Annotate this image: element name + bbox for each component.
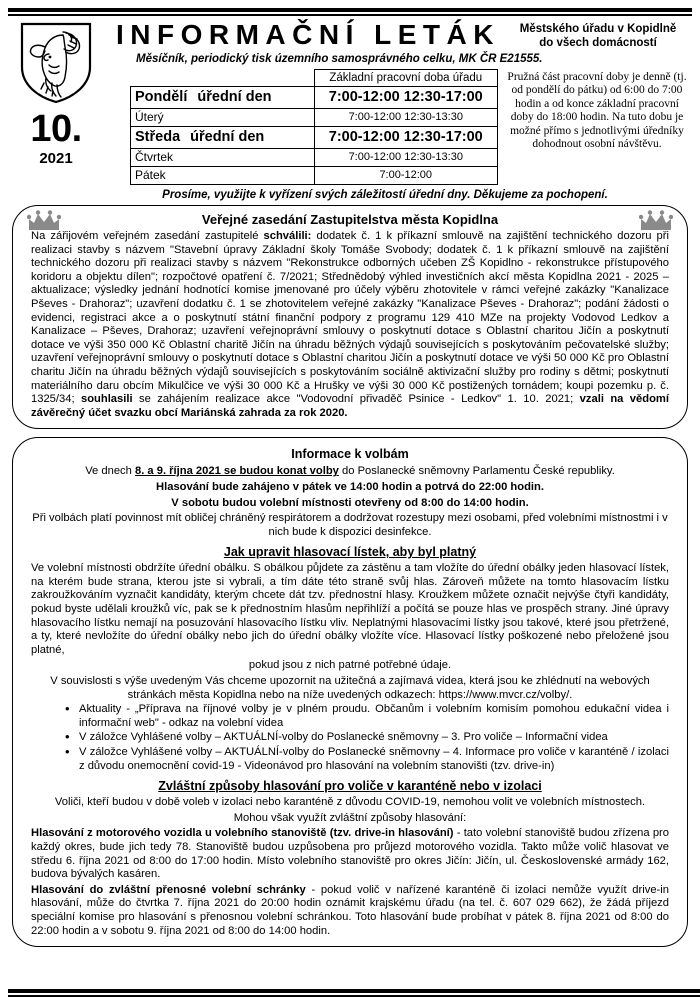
hours-time-cell: 7:00-12:00 12:30-13:30 (314, 149, 498, 167)
special-voting-intro: Voliči, kteří budou v době voleb v izolaci nebo karanténě z důvodu COVID-19, nemohou volit ve volebních místnostech. (54, 796, 646, 809)
masthead-strapline: Měsíčník, periodický tisk územního samosprávného celku, MK ČR E21555. (136, 53, 543, 65)
hours-day-cell (131, 87, 315, 109)
hours-day-label: Pondělí (135, 89, 188, 105)
bottom-rule (8, 989, 700, 997)
masthead-title-row (108, 19, 692, 51)
hours-official-label: úřední den (190, 129, 265, 145)
table-row (131, 127, 498, 149)
mobile-ballot-box-paragraph (31, 884, 669, 938)
hours-time-cell: 7:00-12:00 12:30-13:30 (314, 109, 498, 127)
hours-day-label: Středa (135, 129, 181, 145)
hours-time-cell: 7:00-12:00 12:30-17:00 (314, 87, 498, 109)
goat-head-shield-coat-of-arms-icon (19, 21, 93, 105)
office-hours-table (130, 69, 498, 185)
table-row (131, 109, 498, 127)
ballot-section-heading: Jak upravit hlasovací lístek, aby byl platný (223, 545, 477, 560)
hours-day-label: Pátek (135, 168, 166, 182)
hours-day-cell (131, 149, 315, 167)
elections-dates-highlight: 8. a 9. října 2021 se budou konat volby (134, 465, 339, 478)
hours-official-label: úřední den (197, 89, 272, 105)
masthead-main (104, 19, 692, 185)
elections-videos-note: V souvislosti s výše uvedeným Vás chceme upozornit na užitečná a zajímavá videa, která jsou ke zhlédnutí na webových stránkách města Kopidlna nebo na níže uvedených odkazech: https://www.mvcr.cz/volby/. (50, 675, 650, 701)
drive-in-label: Hlasování z motorového vozidla u volebního stanoviště (tzv. drive-in hlasování) (31, 827, 454, 840)
table-row (131, 87, 498, 109)
list-item: • Aktuality - „Příprava na říjnové volby je v plném proudu. Občanům i volebním komisím pomohou edukační videa i informační web" - odkaz na volební videa (65, 703, 669, 730)
masthead (8, 16, 692, 185)
council-body (31, 230, 669, 420)
hours-time-cell: 7:00-12:00 (314, 167, 498, 185)
hours-time-cell: 7:00-12:00 12:30-17:00 (314, 127, 498, 149)
ballot-instructions: Ve volební místnosti obdržíte úřední obálku. S obálkou půjdete za zástěnu a tam vložíte do úřední obálky jeden hlasovací lístek, na kterém bude strana, kterou jste si vybrali, a tím dáte této straně svůj hlas. Zároveň můžete na tomto hlasovacím lístku zakroužkováním vyznačit kandidáty, kterým chcete dát tzv. přednostní hlasy. Kroužkem můžete označit nejvýše čtyři kandidáty, pokud byste udělali kroužků víc, pak se k přednostním hlasům nepřihlíží a počítá se pouze hlas ve prospěch strany. Jiné úpravy hlasovacího lístku nemají na posuzování hlasovacího lístku vliv. Neplatnými hlasovacími lístky jsou takové, které jsou přetržené, a ty, které nevložíte do úřední obálky nebo jich do úřední obálky vložíte více. Hlasovací lístky poškozené nebo přeložené jsou platné, (31, 562, 669, 656)
special-voting-heading: Zvláštní způsoby hlasování pro voliče v karanténě nebo v izolaci (158, 779, 542, 794)
masthead-footer-note: Prosíme, využijte k vyřízení svých záležitostí úřední dny. Děkujeme za pochopení. (162, 189, 608, 201)
hours-day-cell (131, 167, 315, 185)
elections-info-box (12, 437, 688, 947)
office-hours-table-wrap (108, 69, 498, 185)
hours-header-spacer (131, 70, 315, 87)
council-box-title: Veřejné zasedání Zastupitelstva města Kopidlna (201, 212, 499, 227)
table-row-header (131, 70, 498, 87)
council-noted-text: závěrečný účet svazku obcí Mariánská zahrada za rok 2020. (31, 406, 348, 419)
hours-day-label: Úterý (135, 110, 164, 124)
elections-friday-hours: Hlasování bude zahájeno v pátek ve 14:00 hodin a potrvá do 22:00 hodin. (156, 480, 544, 493)
elections-dates-post: do Poslanecké sněmovny Parlamentu České republiky. (338, 465, 615, 478)
list-item: • V záložce Vyhlášené volby – AKTUÁLNÍ-volby do Poslanecké sněmovny – 4. Informace pro voliče v karanténě / izolaci z důvodu onemocnění covid-19 - Videonávod pro hlasování na volebním stanovišti (tzv. drive-in) (65, 746, 669, 773)
elections-dates-line (31, 465, 669, 479)
elections-dates-pre: Ve dnech (85, 465, 135, 478)
elections-box-title: Informace k volbám (291, 447, 409, 462)
masthead-lower (108, 69, 692, 185)
special-voting-subintro: Mohou však využít zvláštní způsoby hlasování: (233, 811, 467, 824)
page-title: INFORMAČNÍ LETÁK (116, 19, 500, 50)
crown-icon (639, 210, 673, 232)
drive-in-text: - tato volební stanoviště budou zřízena pro každý okres, bude jich tedy 78. Stanoviště budou uzpůsobena pro průjezd motorového vozidla. Takto může volič hlasovat ve středu 6. října 2021 od 8:00 do 17:00 hodin. Místo volebního stanoviště pro okres Jičín: Jičín, ul. Československé armády 162, budova bývalých kasáren. (31, 827, 669, 881)
elections-saturday-hours: V sobotu budou volební místnosti otevřeny od 8:00 do 14:00 hodin. (171, 496, 529, 509)
hours-day-cell (131, 109, 315, 127)
issue-number: 10. (30, 108, 82, 150)
table-row (131, 149, 498, 167)
masthead-subtitle-line1: Městského úřadu v Kopidlně (519, 23, 677, 35)
council-meeting-box (12, 205, 688, 429)
drive-in-voting-paragraph (31, 827, 669, 881)
council-agreed-text: se zahájením realizace akce "Vodovodní přivaděč Psinice - Ledkov" 1. 10. 2021; (132, 393, 574, 406)
table-row (131, 167, 498, 185)
elections-video-links-list (31, 703, 669, 773)
hours-header-label: Základní pracovní doba úřadu (314, 70, 498, 87)
council-keyword-approved: schválili: (263, 230, 312, 242)
mobile-ballot-box-label: Hlasování do zvláštní přenosné volební schránky (31, 883, 306, 896)
issue-year: 2021 (39, 150, 73, 167)
crest-column (8, 19, 104, 185)
top-rule (8, 0, 692, 16)
masthead-subtitle-line2: do všech domácností (539, 37, 657, 49)
ballot-instructions-tail: pokud jsou z nich patrné potřebné údaje. (248, 659, 452, 672)
masthead-subtitle (504, 19, 692, 50)
elections-covid-rules: Při volbách platí povinnost mít obličej chráněný respirátorem a dodržovat rozestupy mezi osobami, před volebními místnostmi i v nich bude k dispozici desinfekce. (32, 512, 668, 538)
crown-icon (27, 210, 61, 232)
council-keyword-noted: vzali na vědomí (579, 393, 669, 406)
council-intro: Na zářijovém veřejném zasedání zastupitelé (31, 230, 264, 242)
hours-day-cell (131, 127, 315, 149)
hours-day-label: Čtvrtek (135, 150, 174, 164)
council-keyword-agreed: souhlasili (80, 393, 133, 406)
flexible-hours-note: Pružná část pracovní doby je denně (tj. od pondělí do pátku) od 6:00 do 7:00 hodin a od konce základní pracovní doby do 18:00 hodin. Na tuto dobu je možné přímo s jednotlivými úředníky dohodnout osobní návštěvu. (507, 71, 687, 151)
mobile-ballot-box-text: - pokud volič v nařízené karanténě či izolaci nemůže využít drive-in hlasování, může do čtvrtka 7. října 2021 do 20:00 hodin oznámit krajskému úřadu (na tel. č. 607 029 662), že žádá příjezd speciální komise pro hlasování s přenosnou volební schránkou. Toto hlasování bude probíhat v pátek 8. října 2021 od 8:00 do 22:00 hodin a v sobotu 9. října 2021 od 8:00 do 14:00 hodin. (31, 883, 669, 937)
council-main-text: dodatek č. 1 k příkazní smlouvě na zajištění technického dozoru při realizaci stavby s názvem "Stavební úpravy Základní školy Tomáše Svobody; dodatek č. 1 k příkazní smlouvě na zajištění technického dozoru při realizaci stavby s názvem "Rekonstrukce odborných učeben ZŠ Kopidlno - rekonstrukce přístupového koridoru a objektu dílen"; rozpočtové opatření č. 7/2021; Střednědobý výhled investičních akcí města Kopidlna 2021 - 2025 – aktualizace; výsledky jednání hodnotící komise jmenované pro účely výběru zhotovitele v rámci veřejné zakázky "Kanalizace Pševes - Drahoraz"; uzavření dodatku č. 1 se zhotovitelem veřejné zakázky "Kanalizace Pševes - Drahoraz"; podání žádosti o evidenci, registraci akce a o poskytnutí státní finanční podpory z programu 129 410 MZe na projekty Vodovod Ledkov a Kanalizace – Pševes, Drahoraz; uzavření veřejnoprávní smlouvy o poskytnutí dotace s Oblastní charitou Jičín a poskytnutí dotace ve výši 350 000 Kč Oblastní charitě Jičín na úhradu běžných výdajů souvisejících s poskytováním pečovatelské služby; uzavření veřejnoprávní smlouvy o poskytnutí dotace s Oblastní charitou Jičín a poskytnutí dotace ve výši 50 000 Kč pro Oblastní charitu Jičín na úhradu běžných výdajů souvisejících s poskytováním sociálně aktivizační služby pro rodiny s dětmi; poskytnutí materiálního daru obcím Mikulčice ve výši 30 000 Kč a Hrušky ve výši 30 000 Kč postižených tornádem; koupi pozemku p. č. 1325/34; (31, 230, 669, 406)
list-item: • V záložce Vyhlášené volby – AKTUÁLNÍ-volby do Poslanecké sněmovny – 3. Pro voliče – Informační videa (65, 731, 669, 745)
